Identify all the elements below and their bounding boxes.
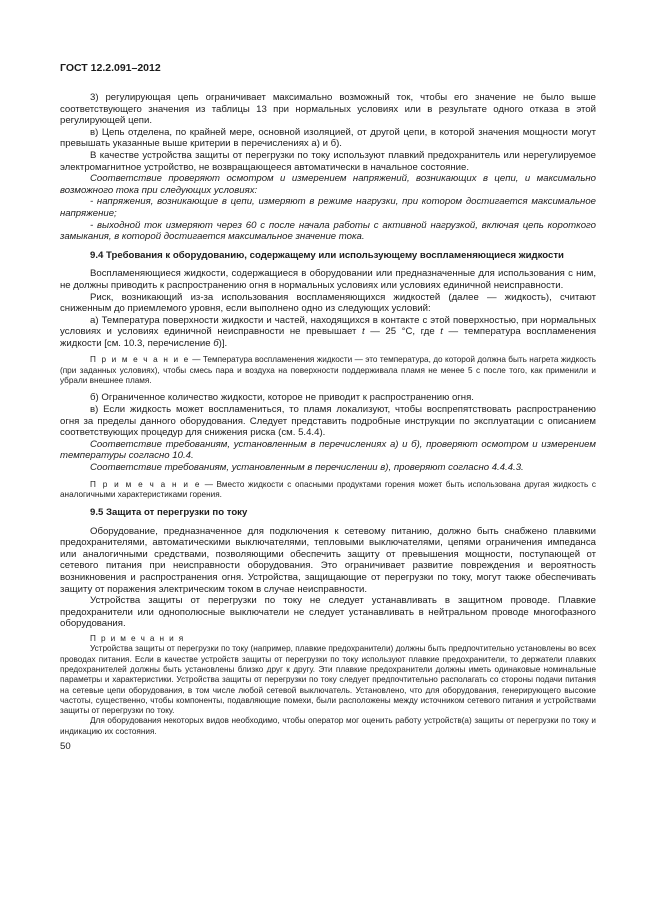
note-label: П р и м е ч а н и е bbox=[90, 355, 190, 365]
text-span: )]. bbox=[218, 337, 228, 349]
note-item: Для оборудования некоторых видов необходимо, чтобы оператор мог оценить работу устройств(а) защиты от перегрузки по току и индикацию их состояния. bbox=[60, 716, 596, 736]
compliance-check-text: Соответствие требованиям, установленным в перечислении в), проверяют согласно 4.4.4.3. bbox=[90, 461, 524, 473]
letter-b: б bbox=[213, 337, 219, 349]
list-item: - напряжения, возникающие в цепи, измеряют в режиме нагрузки, при котором достигается максимальное напряжение; bbox=[60, 196, 596, 219]
note bbox=[60, 355, 596, 386]
section-heading-9-4: 9.4 Требования к оборудованию, содержащему или использующему воспламеняющиеся жидкости bbox=[90, 249, 564, 261]
note-text: — Температура воспламенения жидкости — это температура, до которой должна быть нагрета жидкость (при заданных условиях), чтобы смесь пара и воздуха на поверхности поддерживала пламя не менее 5 с после того, как применили и убрали внешнее пламя. bbox=[60, 355, 596, 386]
paragraph: Воспламеняющиеся жидкости, содержащиеся в оборудовании или предназначенные для использования с ним, не должны приводить к распространению огня в нормальных условиях или условиях единичной неисправности. bbox=[60, 268, 596, 291]
paragraph: Оборудование, предназначенное для подключения к сетевому питанию, должно быть снабжено плавкими предохранителями, автоматическими выключателями, тепловыми выключателями, цепями ограничения импеданса или аналогичными средствами, позволяющими обеспечить защиту от превышения мощности, поступающей от сетевого питания при неисправности оборудования. Это ограничивает развитие повреждения и вероятность возникновения и распространения огня. Устройства, защищающие от перегрузки по току, могут также обеспечивать защиту от поражения электрическим током в случае неисправности. bbox=[60, 525, 596, 595]
paragraph: в) Цепь отделена, по крайней мере, основной изоляцией, от другой цепи, в которой значения мощности могут превышать указанные выше критерии в перечислениях а) и б). bbox=[60, 126, 596, 150]
document-header: ГОСТ 12.2.091–2012 bbox=[60, 62, 161, 74]
paragraph: В качестве устройства защиты от перегрузки по току используют плавкий предохранитель или нерегулируемое электромагнитное устройство, не возвращающееся автоматически в начальное состояние. bbox=[60, 149, 596, 173]
document-page bbox=[60, 62, 596, 752]
symbol-t: t bbox=[440, 326, 443, 338]
paragraph: 3) регулирующая цепь ограничивает максимально возможный ток, чтобы его значение не было выше соответствующего значения из таблицы 13 при нормальных условиях или в результате одного отказа в этой регулирующей цепи. bbox=[60, 92, 596, 127]
note bbox=[60, 480, 596, 501]
symbol-t: t bbox=[361, 326, 365, 338]
page-number: 50 bbox=[60, 741, 71, 753]
compliance-check-text: Соответствие проверяют осмотром и измерением напряжений, возникающих в цепи, и максимально возможного тока при следующих условиях: bbox=[60, 173, 596, 196]
list-item: - выходной ток измеряют через 60 с после начала работы с активной нагрузкой, включая цепь короткого замыкания, в которой достигается максимальное значение тока. bbox=[60, 219, 596, 243]
note-item: Устройства защиты от перегрузки по току (например, плавкие предохранители) должны быть предпочтительно установлены во всех проводах питания. Если в качестве устройств защиты от перегрузки по току используют плавкие предохранители, то держатели плавких предохранителей должны быть установлены близко друг к другу. Эти плавкие предохранители должны иметь одинаковые номинальные параметры и характеристики. Устройства защиты от перегрузки по току следует предпочтительно располагать со стороны подачи питания на сетевые цепи оборудования, в том числе любой сетевой выключатель. Установлено, что для оборудования, генерирующего высокие частоты, существенно, чтобы компоненты, подавляющие помехи, были расположены между источником сетевого питания и устройствами защиты от перегрузки по току. bbox=[60, 644, 596, 716]
notes-label: П р и м е ч а н и я bbox=[90, 634, 185, 644]
paragraph: Устройства защиты от перегрузки по току не следует устанавливать в защитном проводе. Плавкие предохранители или однополюсные выключатели не следует устанавливать в нейтральном проводе многофазного оборудования. bbox=[60, 595, 596, 630]
text-span: — температура воспламенения жидкости [см. 10.3, перечисление bbox=[60, 326, 597, 349]
note-text: — Вместо жидкости с опасными продуктами горения может быть использована другая жидкость с аналогичными характеристиками горения. bbox=[60, 479, 596, 499]
text-span: а) Температура поверхности жидкости и частей, находящихся в контакте с этой поверхностью, при нормальных условиях и условиях единичной неисправности не превышает bbox=[60, 314, 596, 338]
paragraph: Риск, возникающий из-за использования воспламеняющихся жидкостей (далее — жидкость), считают сниженным до приемлемого уровня, если выполнено одно из следующих условий: bbox=[60, 291, 596, 315]
paragraph: в) Если жидкость может воспламениться, то пламя локализуют, чтобы воспрепятствовать распространению огня за пределы данного оборудования. Следует представить подробные инструкции по эксплуатации с описанием соответствующих процедур для снижения риска (см. 5.4.4). bbox=[60, 403, 596, 439]
paragraph-item-a bbox=[60, 315, 596, 350]
compliance-check-text: Соответствие требованиям, установленным в перечислениях а) и б), проверяют осмотром и измерением температуры согласно 10.4. bbox=[60, 438, 596, 462]
paragraph: б) Ограниченное количество жидкости, которое не приводит к распространению огня. bbox=[90, 392, 474, 404]
section-heading-9-5: 9.5 Защита от перегрузки по току bbox=[90, 507, 248, 519]
text-span: — 25 °С, где bbox=[364, 326, 441, 338]
note-label: П р и м е ч а н и е bbox=[90, 479, 202, 489]
